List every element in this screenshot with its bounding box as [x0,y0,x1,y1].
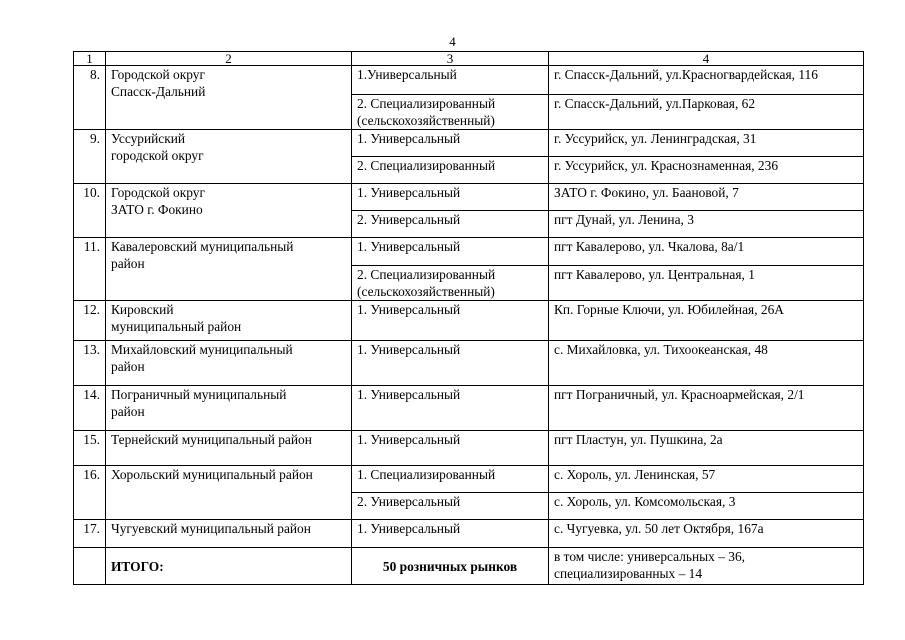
table-row [74,184,864,211]
market-address: с. Михайловка, ул. Тихоокеанская, 48 [549,341,864,386]
market-address: пгт Дунай, ул. Ленина, 3 [549,211,864,238]
market-type: 2. Специализированный [352,157,549,184]
table-row [74,341,864,386]
district-name: Кавалеровский муниципальный район [106,238,352,301]
markets-table [73,51,864,585]
market-type: 1. Универсальный [352,431,549,466]
market-type: 2. Универсальный [352,493,549,520]
market-address: с. Хороль, ул. Комсомольская, 3 [549,493,864,520]
district-name: Кировский муниципальный район [106,301,352,341]
market-address: с. Хороль, ул. Ленинская, 57 [549,466,864,493]
page-number: 4 [449,34,456,49]
market-address: пгт Кавалерово, ул. Чкалова, 8а/1 [549,238,864,266]
market-address: г. Уссурийск, ул. Краснознаменная, 236 [549,157,864,184]
row-number: 14. [74,386,106,431]
market-address: с. Чугуевка, ул. 50 лет Октября, 167а [549,520,864,548]
market-address: пгт Пластун, ул. Пушкина, 2а [549,431,864,466]
row-number: 8. [74,66,106,130]
market-address: Кп. Горные Ключи, ул. Юбилейная, 26А [549,301,864,341]
market-type: 1. Универсальный [352,386,549,431]
header-col-2: 2 [106,52,352,66]
row-number: 12. [74,301,106,341]
market-type: 1. Универсальный [352,341,549,386]
market-type: 1. Универсальный [352,520,549,548]
table-row [74,130,864,157]
market-address: ЗАТО г. Фокино, ул. Баановой, 7 [549,184,864,211]
district-name: Хорольский муниципальный район [106,466,352,520]
total-empty-cell [74,548,106,585]
table-row [74,66,864,95]
header-col-3: 3 [352,52,549,66]
market-address: пгт Кавалерово, ул. Центральная, 1 [549,266,864,301]
district-name: Городской округ Спасск-Дальний [106,66,352,130]
district-name: Михайловский муниципальный район [106,341,352,386]
row-number: 10. [74,184,106,238]
district-name: Чугуевский муниципальный район [106,520,352,548]
district-name: Пограничный муниципальный район [106,386,352,431]
row-number: 11. [74,238,106,301]
table-row [74,431,864,466]
row-number: 16. [74,466,106,520]
market-address: г. Спасск-Дальний, ул.Парковая, 62 [549,95,864,130]
row-number: 17. [74,520,106,548]
market-address: г. Спасск-Дальний, ул.Красногвардейская, 116 [549,66,864,95]
table-row [74,466,864,493]
market-address: г. Уссурийск, ул. Ленинградская, 31 [549,130,864,157]
total-row [74,548,864,585]
market-type: 1. Универсальный [352,238,549,266]
table-row [74,301,864,341]
markets-table-body [74,52,864,585]
district-name: Уссурийский городской округ [106,130,352,184]
row-number: 13. [74,341,106,386]
district-name: Тернейский муниципальный район [106,431,352,466]
total-count: 50 розничных рынков [352,548,549,585]
market-type: 1. Специализированный [352,466,549,493]
total-label: ИТОГО: [106,548,352,585]
market-type: 2. Специализированный (сельскохозяйственный) [352,266,549,301]
market-type: 2. Специализированный (сельскохозяйственный) [352,95,549,130]
header-col-1: 1 [74,52,106,66]
header-col-4: 4 [549,52,864,66]
market-type: 1. Универсальный [352,301,549,341]
row-number: 9. [74,130,106,184]
district-name: Городской округ ЗАТО г. Фокино [106,184,352,238]
total-note: в том числе: универсальных – 36, специализированных – 14 [549,548,864,585]
market-address: пгт Пограничный, ул. Красноармейская, 2/1 [549,386,864,431]
table-row [74,238,864,266]
row-number: 15. [74,431,106,466]
table-row [74,520,864,548]
market-type: 1. Универсальный [352,130,549,157]
table-row [74,386,864,431]
table-header-row [74,52,864,66]
market-type: 1. Универсальный [352,184,549,211]
market-type: 2. Универсальный [352,211,549,238]
market-type: 1.Универсальный [352,66,549,95]
